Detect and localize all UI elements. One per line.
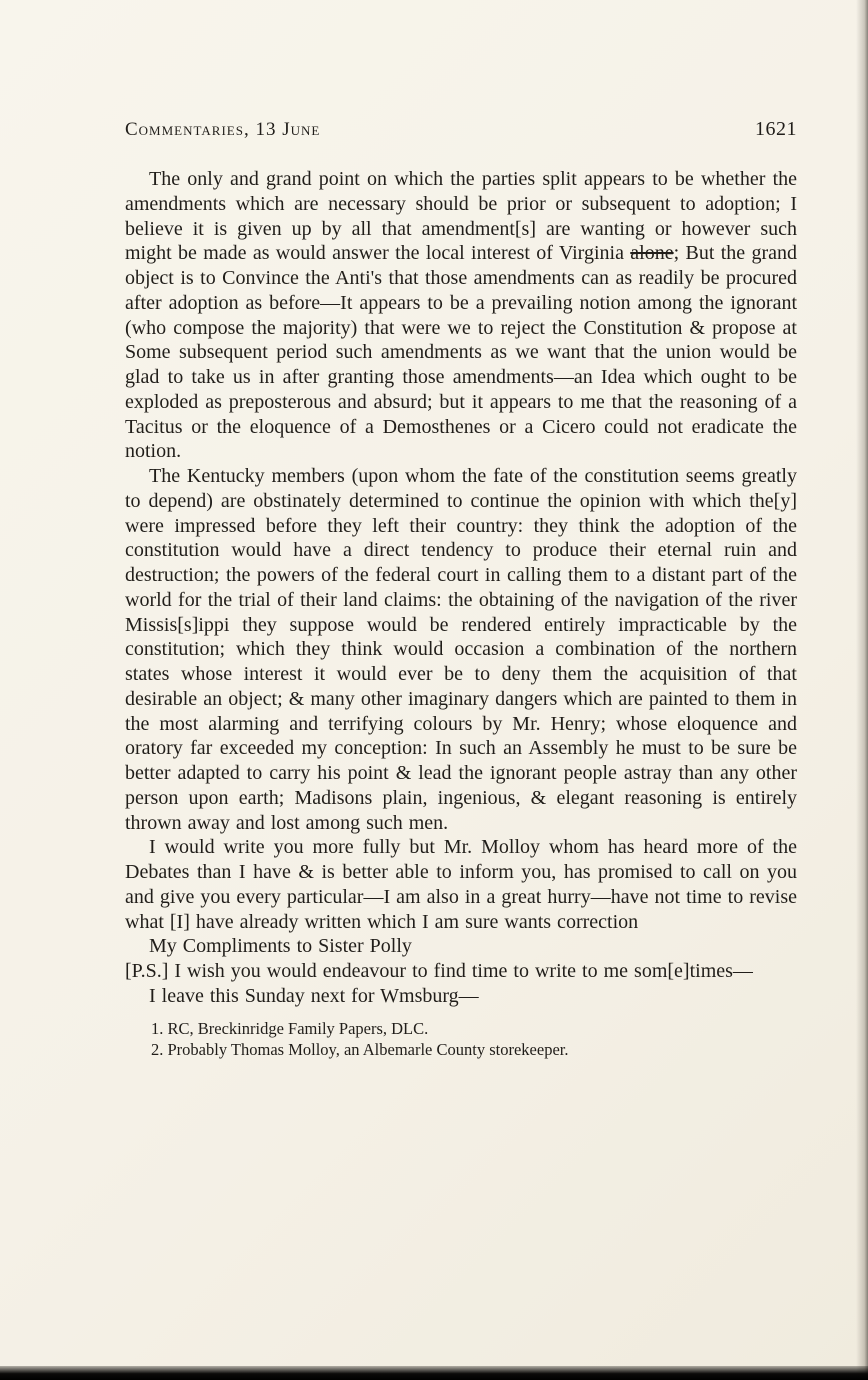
paragraph-4-compliments: My Compliments to Sister Polly <box>149 935 412 958</box>
letter-body <box>125 167 797 1009</box>
scan-edge-bottom <box>0 1366 868 1380</box>
paragraph-1-text-after-strike: ; But the grand object is to Convince the Anti's that those amendments can as readily be procured after adoption as before—It appears to be a prevailing notion among the ignorant (who compose the majority) that were we to reject the Constitution & propose at Some subsequent period such amendments as we want that the union would be glad to take us in after granting those amendments—an Idea which ought to be exploded as preposterous and absurd; but it appears to me that the reasoning of a Tacitus or the eloquence of a Demosthenes or a Cicero could not eradicate the notion. <box>125 242 797 463</box>
page-number: 1621 <box>755 118 797 140</box>
page-title: Commentaries, 13 June <box>125 119 321 140</box>
paragraph-1 <box>125 167 797 464</box>
footnote-2: 2. Probably Thomas Molloy, an Albemarle County storekeeper. <box>151 1040 569 1059</box>
paragraph-3: I would write you more fully but Mr. Molloy whom has heard more of the Debates than I have & is better able to inform you, has promised to call on you and give you every particular—I am also in a great hurry—have not time to revise what [I] have already written which I am sure wants correction <box>125 836 797 933</box>
paragraph-6-closing: I leave this Sunday next for Wmsburg— <box>149 984 479 1007</box>
paragraph-5-postscript: [P.S.] I wish you would endeavour to find time to write to me som[e]times— <box>125 960 753 982</box>
footnote-1: 1. RC, Breckinridge Family Papers, DLC. <box>151 1018 429 1038</box>
footnotes-section <box>125 1018 797 1061</box>
paragraph-1-text-before-strike: The only and grand point on which the parties split appears to be whether the amendments which are necessary should be prior or subsequent to adoption; I believe it is given up by all that amendment[s] are wanting or however such might be made as would answer the local interest of Virginia <box>125 168 797 265</box>
scan-edge-right <box>856 0 868 1380</box>
strikethrough-word: alone <box>630 242 674 265</box>
page-content <box>125 118 797 1061</box>
paragraph-2: The Kentucky members (upon whom the fate of the constitution seems greatly to depend) are obstinately determined to continue the opinion with which the[y] were impressed before they left their country: they think the adoption of the constitution would have a direct tendency to produce their eternal ruin and destruction; the powers of the federal court in calling them to a distant part of the world for the trial of their land claims: the obtaining of the navigation of the river Missis[s]ippi they suppose would be rendered entirely impracticable by the constitution; which they think would occasion a combination of the northern states whose interest it would ever be to deny them the acquisition of that desirable an object; & many other imaginary dangers which are painted to them in the most alarming and terrifying colours by Mr. Henry; whose eloquence and oratory far exceeded my conception: In such an Assembly he must to be sure be better adapted to carry his point & lead the ignorant people astray than any other person upon earth; Madisons plain, ingenious, & elegant reasoning is entirely thrown away and lost among such men. <box>125 465 797 834</box>
running-header <box>125 118 797 141</box>
